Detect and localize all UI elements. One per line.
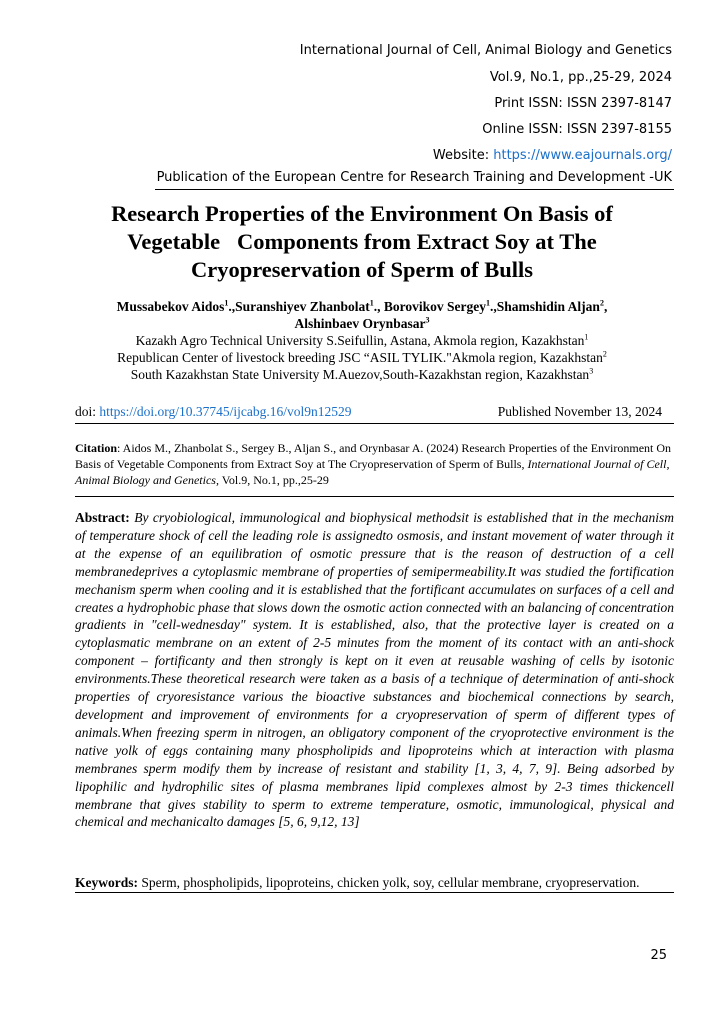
affiliation-3: [0, 366, 724, 383]
citation-divider: [75, 496, 674, 497]
author-list-line-1: [0, 298, 724, 315]
doi-link[interactable]: https://doi.org/10.37745/ijcabg.16/vol9n12529: [99, 404, 352, 419]
title-line-2: Vegetable Components from Extract Soy at The: [127, 229, 597, 254]
author-list-line-2: [0, 315, 724, 332]
author-separator: ,: [603, 299, 608, 314]
author-name: Shamshidin Aljan: [496, 299, 600, 314]
author-separator: .,: [490, 299, 497, 314]
print-issn: Print ISSN: ISSN 2397-8147: [494, 96, 672, 111]
affiliation-2: [0, 349, 724, 366]
author-name: Borovikov Sergey: [383, 299, 487, 314]
publisher-line: Publication of the European Centre for Research Training and Development -UK: [156, 170, 672, 185]
authors-block: [0, 298, 724, 383]
citation-tail: Vol.9, No.1, pp.,25-29: [218, 473, 329, 487]
page-number: 25: [650, 948, 667, 963]
affiliation-sup: 3: [589, 366, 594, 376]
citation-journal: International Journal of Cell, Animal Biology and Genetics,: [75, 457, 670, 487]
doi-label: doi:: [75, 404, 100, 419]
abstract-label: Abstract:: [75, 510, 130, 525]
author-sup: 3: [425, 315, 430, 325]
header-divider: [155, 189, 674, 190]
author-name: Alshinbaev Orynbasar: [294, 316, 426, 331]
author-sup: 1: [369, 298, 374, 308]
abstract-block: [75, 509, 674, 831]
website-label: Website:: [432, 148, 494, 163]
affiliation-sup: 2: [602, 349, 607, 359]
affiliation-text: Kazakh Agro Technical University S.Seifullin, Astana, Akmola region, Kazakhstan: [135, 333, 585, 348]
website-link[interactable]: https://www.eajournals.org/: [493, 148, 672, 163]
citation-label: Citation: [75, 441, 117, 455]
citation-block: [75, 440, 674, 488]
affiliation-text: Republican Center of livestock breeding JSC “ASIL TYLIK."Akmola region, Kazakhstan: [117, 350, 603, 365]
affiliation-text: South Kazakhstan State University M.Auezov,South-Kazakhstan region, Kazakhstan: [130, 367, 590, 382]
author-sup: 1: [224, 298, 229, 308]
journal-name: International Journal of Cell, Animal Biology and Genetics: [299, 43, 672, 58]
title-line-3: Cryopreservation of Sperm of Bulls: [190, 257, 534, 282]
abstract-text: By cryobiological, immunological and biophysical methodsit is established that in the mechanism of temperature shock of cell the leading role is assignedto osmosis, and instant movement of water through it at the expense of an equilibration of osmotic pressure that is the reason of destruction of a cell membranedeprives a cytoplasmic membrane of properties of semipermeability.It was studied the fortification mechanism sperm when cooling and it is established that the fortificant accumulates on surfaces of a cell and creates a hydrophobic phase that slows down the osmotic action connected with an balancing of concentration gradients in "cell-wednesday" system. It is established, also, that the protective layer is created on a cytoplasmatic membrane on an extent of 2-5 minutes from the moment of its contact with an anti-shock component – fortificanty and then strongly is kept on it even at reusable washing of cells by isotonic environments.These theoretical research were taken as a basis of a technique of determination of anti-shock properties of cryoresistance various the bioactive substances and biochemical connections by search, development and improvement of environments for a cryopreservation of sperm of different types of animals.When freezing sperm in nitrogen, an obligatory component of the cryoprotective environment is the native yolk of eggs containing many phospholipids and lipoproteins which at interaction with plasma membranes sperm modify them by increase of resistant and stability [1, 3, 4, 7, 9]. Being adsorbed by lipophilic and hydrophilic sites of plasma membranes lipid complexes almost by 2-3 times thickencell membrane that gives stability to sperm to extreme temperature, osmotic, immunological, physical and chemical and mechanicalto damages [5, 6, 9,12, 13]: [75, 510, 675, 830]
keywords-label: Keywords:: [75, 875, 138, 890]
author-name: Suranshiyev Zhanbolat: [235, 299, 370, 314]
author-separator: .,: [373, 299, 384, 314]
author-sup: 2: [599, 298, 604, 308]
website-line: [433, 148, 672, 163]
title-line-1: Research Properties of the Environment On Basis of: [111, 201, 613, 226]
affiliation-sup: 1: [584, 332, 589, 342]
citation-text: : Aidos M., Zhanbolat S., Sergey B., Aljan S., and Orynbasar A. (2024) Research Properties of the Environment On Basis of Vegetable Components from Extract Soy at The Cryopreservation of Sperm of Bulls,: [75, 441, 672, 471]
author-separator: .,: [228, 299, 236, 314]
online-issn: Online ISSN: ISSN 2397-8155: [482, 122, 672, 137]
author-sup: 1: [486, 298, 491, 308]
affiliation-1: [0, 332, 724, 349]
keywords-text: Sperm, phospholipids, lipoproteins, chicken yolk, soy, cellular membrane, cryopreservation.: [138, 875, 640, 890]
author-name: Mussabekov Aidos: [116, 299, 225, 314]
paper-title: [0, 200, 724, 284]
doi-line: [75, 404, 674, 424]
keywords-block: [75, 874, 674, 893]
volume-info: Vol.9, No.1, pp.,25-29, 2024: [489, 70, 672, 85]
published-date: Published November 13, 2024: [497, 404, 662, 419]
